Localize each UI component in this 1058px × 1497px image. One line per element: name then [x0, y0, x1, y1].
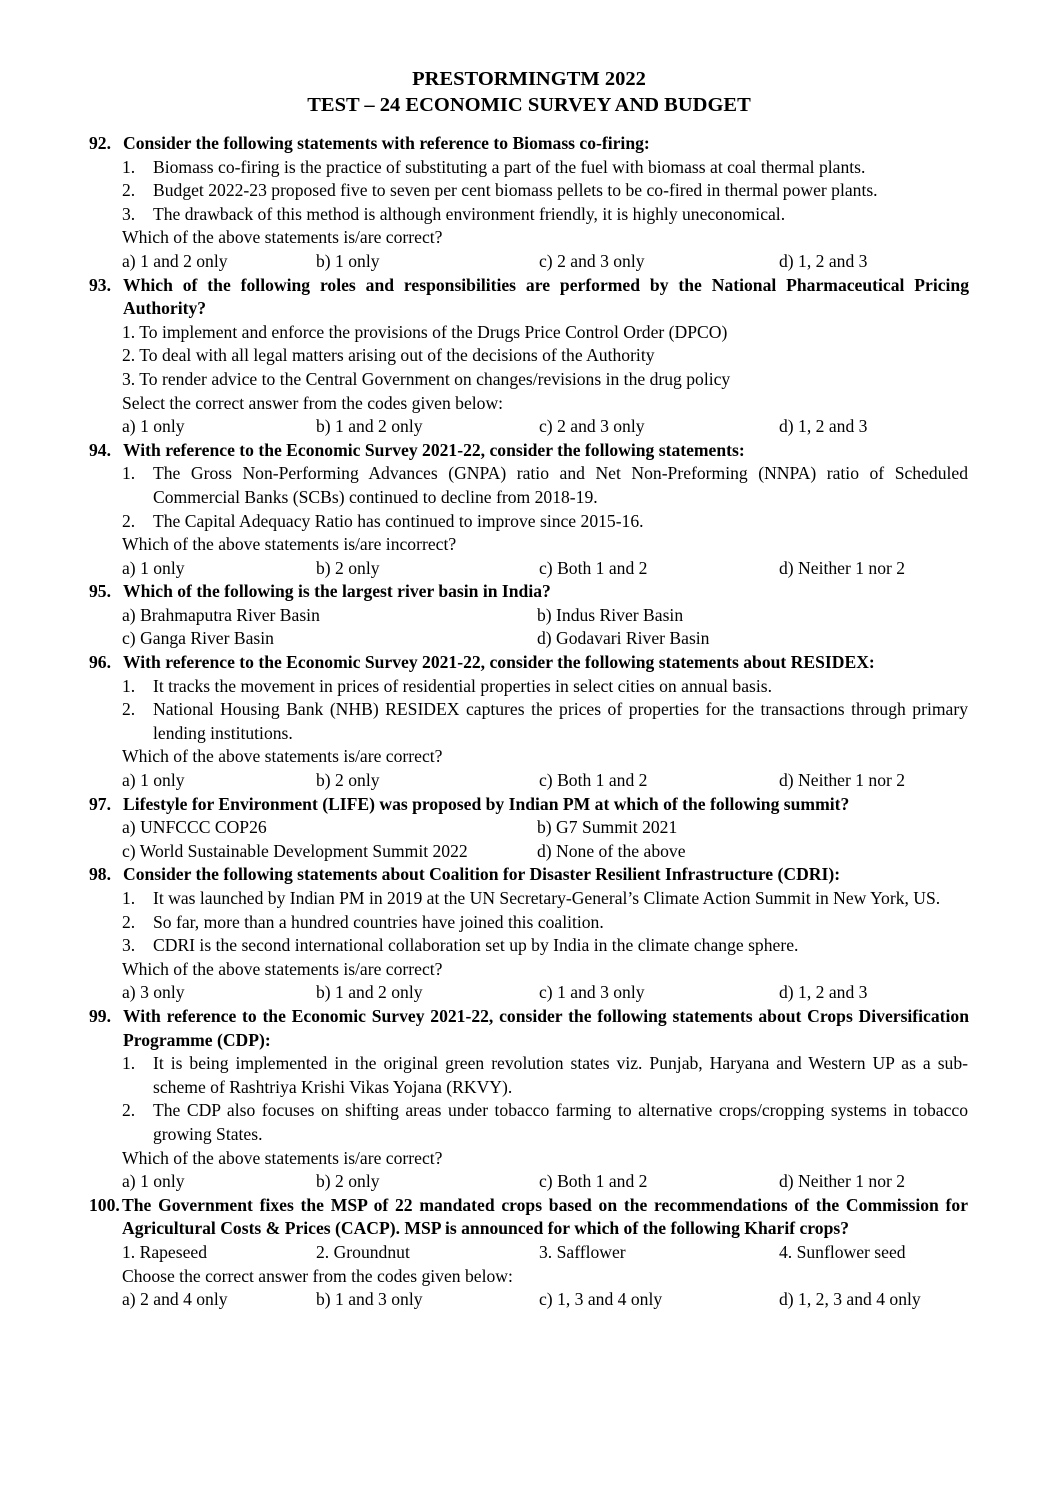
question: [0, 274, 1058, 439]
answer-option: b) 2 only: [316, 557, 380, 578]
statement-number: 3.: [122, 935, 136, 956]
question-text: The Government fixes the MSP of 22 mandated crops based on the recommendations of the Commission for Agricultural Costs & Prices (CACP). MSP is announced for which of the following Kharif crops?: [122, 1194, 968, 1239]
answer-option: b) 2 only: [316, 1171, 380, 1192]
question: [0, 1005, 1058, 1194]
question-number: 92.: [89, 133, 111, 153]
question-number: 97.: [89, 793, 111, 814]
question-prompt: Which of the above statements is/are correct?: [122, 958, 443, 979]
answer-options: [122, 557, 1058, 581]
statement-text: CDRI is the second international collaboration set up by India in the climate change sphere.: [153, 935, 799, 956]
answer-option: b) 1 and 2 only: [316, 982, 423, 1003]
statement-text: It was launched by Indian PM in 2019 at the UN Secretary-General’s Climate Action Summit in New York, US.: [153, 888, 941, 908]
statement-text: It is being implemented in the original green revolution states viz. Punjab, Haryana and Western UP as a sub-scheme of Rashtriya Krishi Vikas Yojana (RKVY).: [153, 1053, 968, 1097]
answer-option: c) Both 1 and 2: [539, 770, 648, 791]
statement-text: It tracks the movement in prices of residential properties in select cities on annual basis.: [153, 675, 773, 696]
answer-option: a) UNFCCC COP26: [122, 817, 267, 838]
question-stem: [0, 274, 1058, 321]
answer-options: [122, 250, 1058, 274]
answer-option: d) Neither 1 nor 2: [779, 770, 906, 791]
answer-option: a) 1 only: [122, 416, 185, 437]
question: [0, 580, 1058, 651]
question-text: Consider the following statements about Coalition for Disaster Resilient Infrastructure (CDRI):: [123, 864, 841, 885]
answer-option: d) 1, 2 and 3: [779, 416, 868, 437]
question-number: 98.: [89, 864, 111, 885]
answer-option: b) 1 and 2 only: [316, 416, 423, 437]
statement: [122, 911, 968, 935]
answer-option: a) 1 and 2 only: [122, 250, 228, 271]
statement: 1. To implement and enforce the provisions of the Drugs Price Control Order (DPCO): [122, 321, 728, 342]
crop-item: 4. Sunflower seed: [779, 1241, 906, 1262]
answer-option: d) 1, 2 and 3: [779, 250, 868, 271]
question-prompt: Which of the above statements is/are correct?: [122, 1147, 443, 1168]
answer-option: c) Both 1 and 2: [539, 1171, 648, 1192]
question-text: Consider the following statements with reference to Biomass co-firing:: [123, 133, 650, 153]
question: [0, 651, 1058, 793]
statement-number: 2.: [122, 911, 136, 932]
statement: 2. To deal with all legal matters arising out of the decisions of the Authority: [122, 345, 655, 366]
answer-option: d) None of the above: [537, 840, 686, 861]
answer-option: d) 1, 2, 3 and 4 only: [779, 1289, 921, 1310]
question-list: [0, 132, 1058, 1312]
question: [0, 439, 1058, 581]
statement-number: 1.: [122, 1053, 136, 1074]
statement-text: Budget 2022-23 proposed five to seven per cent biomass pellets to be co-fired in thermal power plants.: [153, 180, 878, 201]
answer-options: [122, 604, 1058, 628]
answer-option: c) Ganga River Basin: [122, 628, 274, 649]
question-prompt: Select the correct answer from the codes given below:: [122, 392, 504, 413]
answer-option: a) 1 only: [122, 770, 185, 791]
statement-number: 2.: [122, 510, 136, 531]
statement-text: The Gross Non-Performing Advances (GNPA) ratio and Net Non-Preforming (NNPA) ratio of Scheduled Commercial Banks (SCBs) continued to decline from 2018-19.: [153, 463, 968, 507]
document-title: PRESTORMINGTM 2022: [412, 68, 646, 90]
question-text: Lifestyle for Environment (LIFE) was proposed by Indian PM at which of the following summit?: [123, 793, 850, 814]
statement: [122, 203, 968, 227]
statement-number: 1.: [122, 156, 136, 177]
statement: 3. To render advice to the Central Government on changes/revisions in the drug policy: [122, 368, 731, 389]
statement-number: 2.: [122, 1100, 136, 1121]
statement-number: 1.: [122, 675, 136, 696]
crop-item: 1. Rapeseed: [122, 1241, 208, 1262]
crop-list: [122, 1241, 1058, 1265]
statement-text: Biomass co-firing is the practice of substituting a part of the fuel with biomass at coal thermal plants.: [153, 156, 866, 177]
question-number: 96.: [89, 652, 111, 673]
statement-text: So far, more than a hundred countries have joined this coalition.: [153, 911, 604, 932]
question: [0, 1194, 1058, 1312]
answer-option: a) 3 only: [122, 982, 185, 1003]
answer-option: c) 1, 3 and 4 only: [539, 1289, 663, 1310]
answer-option: d) Neither 1 nor 2: [779, 557, 906, 578]
statement: [122, 698, 968, 745]
question-text: Which of the following roles and responsibilities are performed by the National Pharmaceutical Pricing Authority?: [123, 274, 969, 319]
statement: [122, 675, 968, 699]
statement: [122, 510, 968, 534]
question-text: Which of the following is the largest river basin in India?: [123, 581, 551, 602]
answer-option: b) 1 and 3 only: [316, 1289, 423, 1310]
answer-option: a) 1 only: [122, 557, 185, 578]
question-stem: [0, 132, 1058, 156]
crop-item: 3. Safflower: [539, 1241, 626, 1262]
question-number: 100.: [89, 1194, 120, 1215]
statement-number: 1.: [122, 888, 136, 908]
answer-option: c) 2 and 3 only: [539, 250, 645, 271]
answer-options: [122, 1170, 1058, 1194]
statement-number: 1.: [122, 463, 136, 484]
question-stem: [0, 1005, 1058, 1052]
question-stem: [0, 439, 1058, 463]
question-stem: [0, 1194, 1058, 1241]
question: [0, 132, 1058, 274]
question-number: 94.: [89, 439, 111, 460]
answer-option: b) 1 only: [316, 250, 380, 271]
statement-text: The drawback of this method is although environment friendly, it is highly uneconomical.: [153, 203, 786, 224]
question-prompt: Which of the above statements is/are correct?: [122, 746, 443, 767]
question-number: 99.: [89, 1005, 111, 1026]
question: [0, 793, 1058, 864]
statement: [122, 1099, 968, 1146]
question-stem: [0, 580, 1058, 604]
answer-options: [122, 769, 1058, 793]
question-prompt: Choose the correct answer from the codes given below:: [122, 1265, 513, 1286]
answer-option: b) 2 only: [316, 770, 380, 791]
answer-option: b) Indus River Basin: [537, 604, 684, 625]
test-title: TEST – 24 ECONOMIC SURVEY AND BUDGET: [307, 94, 751, 116]
question: [0, 863, 1058, 1005]
answer-options: [122, 1288, 1058, 1312]
statement-text: The CDP also focuses on shifting areas under tobacco farming to alternative crops/cropping systems in tobacco growing States.: [153, 1100, 968, 1144]
answer-options: [122, 627, 1058, 651]
statement-number: 2.: [122, 180, 136, 201]
statement: [122, 156, 968, 180]
answer-option: a) Brahmaputra River Basin: [122, 604, 320, 625]
statement: [122, 462, 968, 509]
question-text: With reference to the Economic Survey 2021-22, consider the following statements:: [123, 439, 745, 460]
statement-number: 2.: [122, 699, 136, 720]
answer-option: d) 1, 2 and 3: [779, 982, 868, 1003]
question-stem: [0, 863, 1058, 887]
statement-number: 3.: [122, 203, 136, 224]
question-number: 93.: [89, 274, 111, 295]
question-stem: [0, 651, 1058, 675]
answer-options: [122, 816, 1058, 840]
answer-option: d) Neither 1 nor 2: [779, 1171, 906, 1192]
question-text: With reference to the Economic Survey 2021-22, consider the following statements about Crops Diversification Programme (CDP):: [123, 1005, 969, 1050]
answer-option: b) G7 Summit 2021: [537, 817, 678, 838]
statement: [122, 934, 968, 958]
answer-option: c) 2 and 3 only: [539, 416, 645, 437]
statement: [122, 179, 968, 203]
statement: [122, 887, 968, 911]
answer-option: c) 1 and 3 only: [539, 982, 645, 1003]
crop-item: 2. Groundnut: [316, 1241, 410, 1262]
question-stem: [0, 793, 1058, 817]
statement-text: The Capital Adequacy Ratio has continued to improve since 2015-16.: [153, 510, 644, 531]
answer-option: c) Both 1 and 2: [539, 557, 648, 578]
answer-option: c) World Sustainable Development Summit 2022: [122, 840, 468, 861]
answer-options: [122, 415, 1058, 439]
question-number: 95.: [89, 581, 111, 602]
answer-options: [122, 981, 1058, 1005]
question-text: With reference to the Economic Survey 2021-22, consider the following statements about RESIDEX:: [123, 652, 875, 673]
answer-option: a) 1 only: [122, 1171, 185, 1192]
statement: [122, 1052, 968, 1099]
answer-option: d) Godavari River Basin: [537, 628, 710, 649]
question-prompt: Which of the above statements is/are correct?: [122, 227, 443, 248]
answer-options: [122, 840, 1058, 864]
statement-text: National Housing Bank (NHB) RESIDEX captures the prices of properties for the transactions through primary lending institutions.: [153, 699, 968, 743]
answer-option: a) 2 and 4 only: [122, 1289, 228, 1310]
question-prompt: Which of the above statements is/are incorrect?: [122, 534, 457, 555]
